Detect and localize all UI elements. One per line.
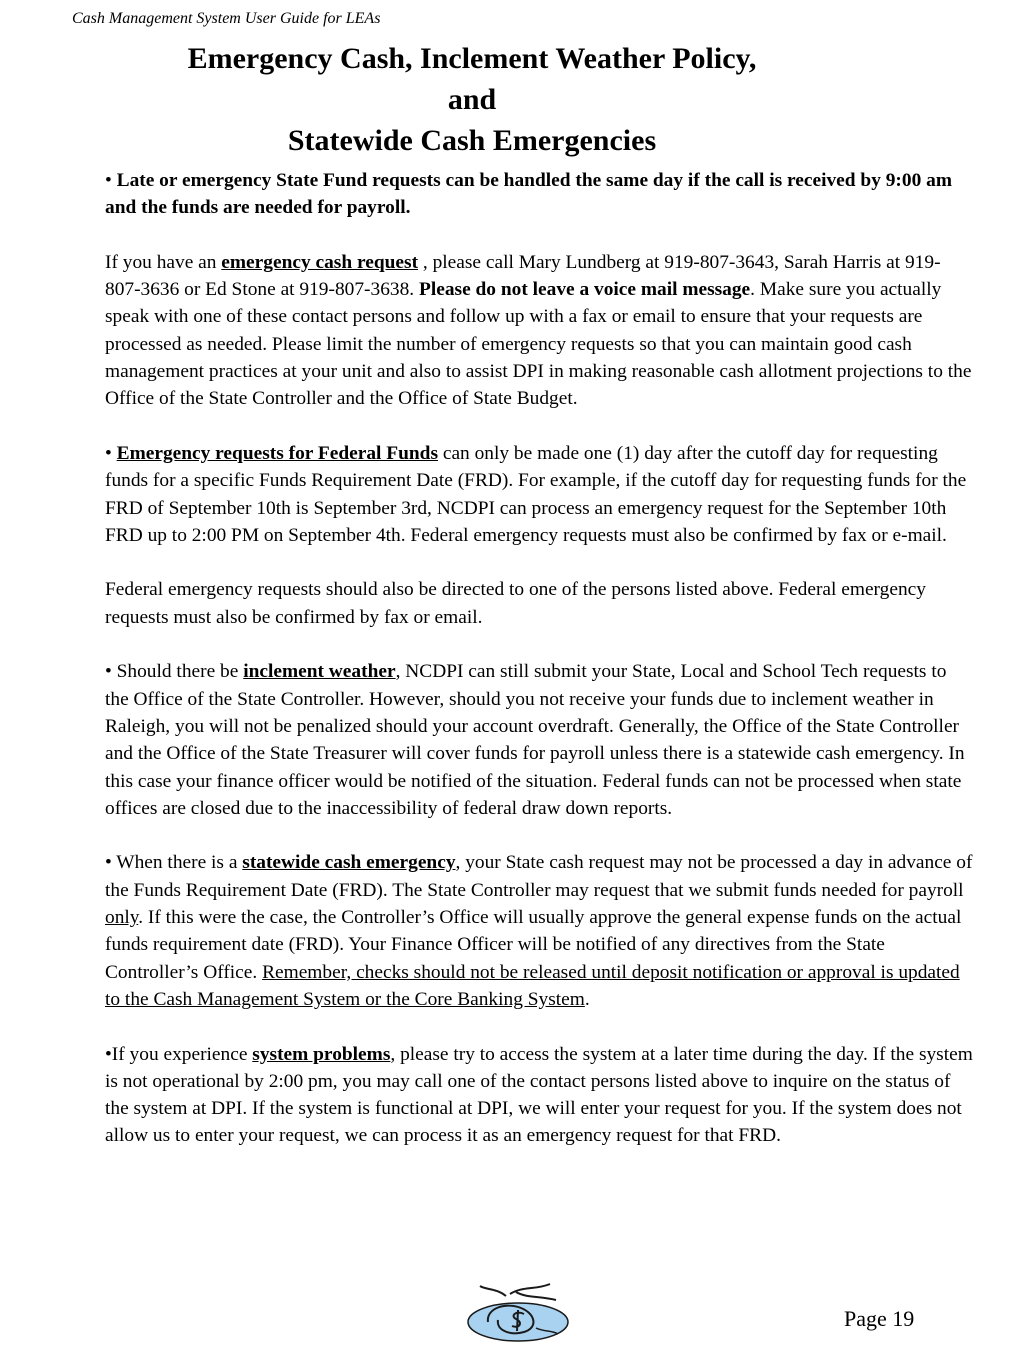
- bullet: •: [105, 442, 117, 464]
- text-run: , please try to access the system at a later time during the day. If the system is not operational by 2:00 pm, you may call one of the contact persons listed above to inquire on the status of the system at DPI. If the system is functional at DPI, we will enter your request for you. If the system does not allow us to enter your request, we can process it as an emergency request for that FRD.: [105, 1043, 973, 1147]
- bullet: •: [105, 170, 117, 191]
- paragraph-state-fund-requests: [105, 167, 973, 222]
- page-title: [0, 38, 944, 161]
- text-run: , your State cash request may not be processed a day in advance of the Funds Requirement Date (FRD). The State Controller may request that we submit funds needed for payroll: [105, 852, 973, 901]
- text-run: , NCDPI can still submit your State, Local and School Tech requests to the Office of the State Controller. However, should you not receive your funds due to inclement weather in Raleigh, you will not be penalized should your account overdraft. Generally, the Office of the State Controller and the Office of the State Treasurer will cover funds for payroll unless there is a statewide cash emergency. In this case your finance officer would be notified of the situation. Federal funds can not be processed when state offices are closed due to the inaccessibility of federal draw down reports.: [105, 661, 965, 819]
- title-line-3: Statewide Cash Emergencies: [287, 124, 657, 157]
- title-line-1: Emergency Cash, Inclement Weather Policy,: [187, 42, 757, 75]
- text-run: • When there is a: [105, 852, 243, 874]
- text-run: • Should there be: [105, 661, 244, 683]
- title-line-2: and: [447, 83, 497, 116]
- text-run: , please call Mary Lundberg at 919-807-3643, Sarah Harris at 919-807-3636 or Ed Stone at 919-807-3638.: [105, 251, 941, 301]
- logo-wing: [480, 1284, 556, 1300]
- text-run: Federal emergency requests should also be directed to one of the persons listed above. Federal emergency requests must also be confirmed by fax or email.: [105, 579, 926, 628]
- running-header: Cash Management System User Guide for LEAs: [72, 10, 381, 27]
- paragraph-emergency-cash: [105, 249, 973, 413]
- inclement-weather-heading: inclement weather: [243, 661, 396, 683]
- statewide-cash-emergency-heading: statewide cash emergency: [242, 852, 456, 874]
- page-number: Page 19: [844, 1306, 915, 1331]
- text-run: •If you experience: [105, 1043, 253, 1065]
- emergency-cash-request-heading: emergency cash request: [221, 251, 419, 273]
- paragraph-inclement-weather: [105, 658, 973, 822]
- paragraph-federal-funds: [105, 440, 973, 549]
- paragraph-system-problems: [105, 1041, 973, 1150]
- text-run: . If this were the case, the Controller’s Office will usually approve the general expense funds on the actual funds requirement date (FRD). Your Finance Officer will be notified of any directives from the State Controller’s Office.: [105, 907, 962, 983]
- voice-mail-warning: Please do not leave a voice mail message: [418, 279, 751, 301]
- system-problems-heading: system problems: [252, 1043, 391, 1065]
- paragraph-federal-directed: [105, 576, 973, 631]
- text-run: can only be made one (1) day after the cutoff day for requesting funds for a specific Funds Requirement Date (FRD). For example, if the cutoff day for requesting funds for the FRD of September 10th is September 3rd, NCDPI can process an emergency request for the September 10th FRD up to 2:00 PM on September 4th. Federal emergency requests must also be confirmed by fax or e-mail.: [105, 442, 967, 546]
- text-run: If you have an: [105, 251, 222, 273]
- only-emphasis: only: [105, 907, 139, 929]
- checks-reminder: Remember, checks should not be released until deposit notification or approval is updated to the Cash Management System or the Core Banking System: [105, 961, 960, 1010]
- text-run: .: [584, 988, 590, 1010]
- paragraph-statewide-emergency: [105, 849, 973, 1013]
- text-run: . Make sure you actually speak with one of these contact persons and follow up with a fax or email to ensure that your requests are processed as needed. Please limit the number of emergency requests so that you can maintain good cash management practices at your unit and also to assist DPI in making reasonable cash allotment projections to the Office of the State Controller and the Office of State Budget.: [105, 279, 972, 410]
- state-fund-notice: Late or emergency State Fund requests can be handled the same day if the call is received by 9:00 am and the funds are needed for payroll.: [105, 170, 952, 219]
- document-body: [105, 167, 973, 1150]
- federal-funds-heading: Emergency requests for Federal Funds: [116, 442, 438, 464]
- dollar-swirl-logo-icon: [466, 1282, 570, 1342]
